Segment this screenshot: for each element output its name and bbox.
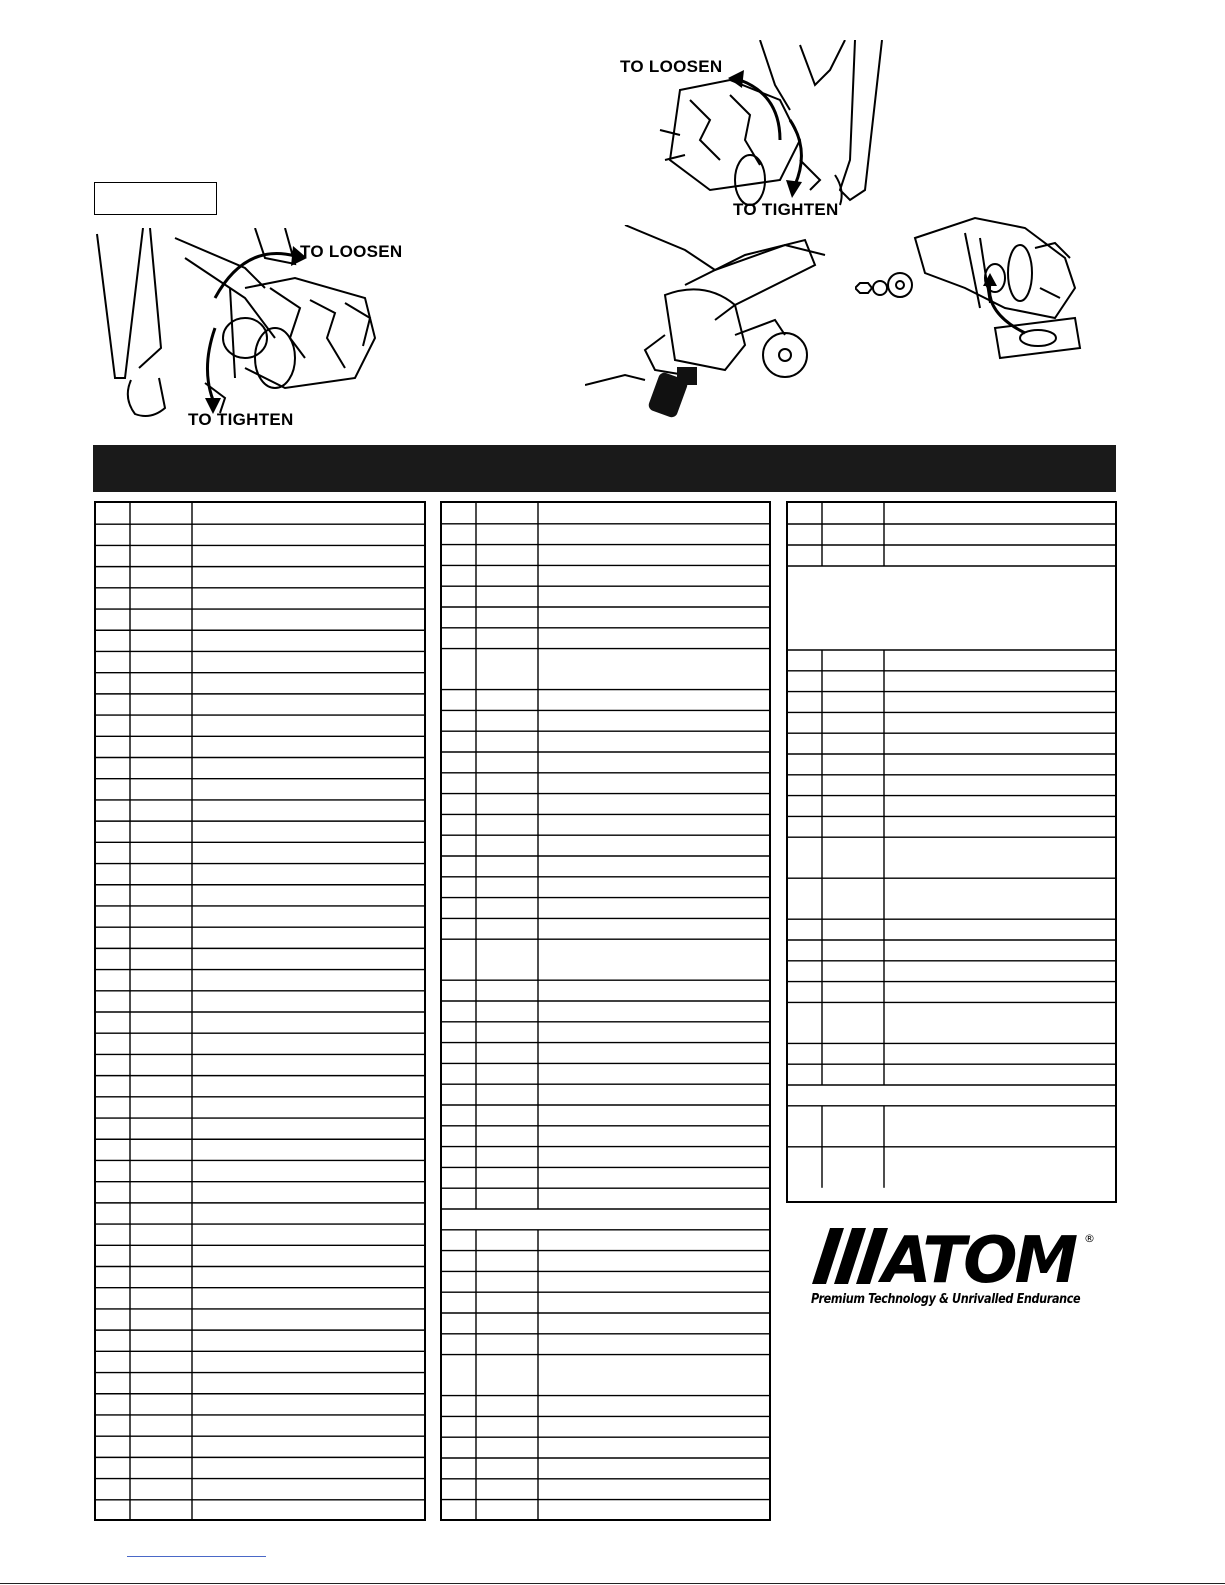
figure-label-box <box>94 182 217 215</box>
section-banner <box>93 445 1116 492</box>
parts-table-3 <box>786 501 1117 1203</box>
footer-link-underline <box>127 1556 266 1557</box>
right-tighten-label: TO TIGHTEN <box>733 200 839 219</box>
parts-table-2-grid <box>442 503 771 1521</box>
left-tighten-label: TO TIGHTEN <box>188 410 294 429</box>
right-loosen-label: TO LOOSEN <box>620 57 723 76</box>
logo-tagline: Premium Technology & Unrivalled Endurance <box>811 1292 1081 1307</box>
wheel-assembly-illustration <box>855 198 1085 368</box>
parts-table-3-grid <box>788 503 1117 1203</box>
parts-table-1-grid <box>96 503 426 1521</box>
parts-table-2 <box>440 501 771 1521</box>
footer-rule <box>0 1583 1225 1584</box>
left-loosen-label: TO LOOSEN <box>300 242 403 261</box>
middle-wrench-illustration <box>585 225 830 430</box>
parts-table-1 <box>94 501 426 1521</box>
logo-wordmark: ATOM <box>882 1228 1076 1298</box>
logo-registered-mark: ® <box>1084 1232 1095 1245</box>
